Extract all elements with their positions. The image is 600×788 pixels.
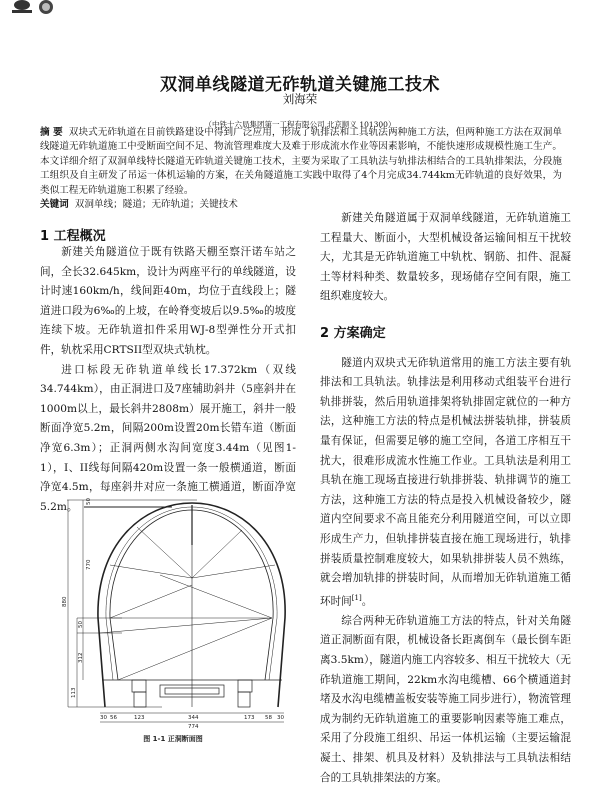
dim-label: 30 — [100, 715, 107, 721]
dim-label: 880 — [62, 596, 68, 607]
right-column — [320, 209, 571, 788]
dim-label: 173 — [244, 715, 255, 721]
abstract — [40, 126, 562, 198]
figure-caption: 图 1-1 正洞断面图 — [143, 735, 203, 743]
paragraph-text: 隧道内双块式无砟轨道常用的施工方法主要有轨排法和工具轨法。轨排法是利用移动式组装平台进行轨排拼装，然后用轨道排架将轨排固定就位的一种方法，这种施工方法的特点是机械法拼装轨排，拼装质量有保证，但需要足够的施工空间，各道工序相互干扰大，很难形成流水性施工作业。工具轨法是利用工具轨在施工现场直接进行轨排拼装、轨排调节的施工方法，这种施工方法的特点是投入机械设备较少，隧道内空间要求不高且能充分利用隧道空间，可以立即形成生产力，但轨排拼装直接在施工现场进行，轨排拼装质量控制难度较大，如果轨排拼装人员不熟练，就会增加轨排的拼装时间，从而增加无砟轨道施工循环时间 — [320, 356, 571, 608]
paragraph: 新建关角隧道位于既有铁路天棚至察汗诺车站之间，全长32.645km，设计为两座平行的单线隧道，设计时速160km/h，线间距40m，均位于直线段上；隧道进口段为6‰的上坡，在岭脊变坡后以9.5‰的坡度连续下坡。无砟轨道扣件采用WJ-8型弹性分开式扣件，轨枕采用CRTSII型双块式轨枕。 — [40, 246, 296, 356]
section-1-heading: 1 工程概况 — [40, 229, 106, 244]
dim-label: 50 — [86, 498, 92, 505]
dim-label: 344 — [188, 715, 199, 721]
radius-lines — [100, 527, 275, 680]
paragraph-end: 。 — [361, 595, 373, 608]
journal-logo — [8, 0, 64, 14]
dim-label: 56 — [110, 715, 117, 721]
dim-label: 770 — [86, 559, 92, 570]
dimension-lines — [68, 500, 284, 722]
abstract-text: 双块式无砟轨道在目前铁路建设中得到广泛应用，形成了轨排法和工具轨法两种施工方法，但两种施工方法在双洞单线隧道无砟轨道施工中受断面空间不足、物流管理难度大及难于形成流水作业等因素影响，不能快速形成规模性施工生产。本文详细介绍了双洞单线特长隧道无砟轨道关键施工技术，主要为采取了工具轨法与轨排法相结合的工具轨排架法，分段施工组织及自主研发了吊运一体机运输的方案，在关角隧道施工实践中取得了4个月完成34.744km无砟轨道的良好效果，为类似工程无砟轨道施工积累了经验。 — [40, 127, 562, 196]
section-2-heading: 2 方案确定 — [320, 325, 386, 341]
author: 刘海荣 — [282, 92, 318, 106]
paragraph: 进口标段无砟轨道单线长17.372km（双线34.744km），由正洞进口及7座辅助斜井（5座斜井在1000m以上，最长斜井2808m）展开施工，斜井一般断面净宽5.2m，间隔200m设置20m长错车道（断面净宽6.3m）；正洞两侧水沟间宽度3.44m（见图1-1），I、II线每间隔420m设置一条一般横通道，断面净宽4.5m，每座斜井对应一条施工横通道，断面净宽5.2m。 — [40, 363, 296, 513]
paper-title: 双洞单线隧道无砟轨道关键施工技术 — [160, 75, 440, 95]
keywords-text: 双洞单线；隧道；无砟轨道；关键技术 — [74, 199, 238, 210]
affiliation: （中铁十六局集团第一工程有限公司 北京顺义 101300） — [204, 120, 396, 129]
section-1-body — [40, 243, 296, 517]
paragraph: 新建关角隧道属于双洞单线隧道，无砟轨道施工工程量大、断面小，大型机械设备运输间相互干扰较大，尤其是无砟轨道施工中轨枕、钢筋、扣件、混凝土等材料种类、数量较多，现场储存空间有限，施工组织难度较大。 — [320, 212, 571, 303]
tunnel-cross-section-figure — [62, 495, 294, 745]
dim-label: 113 — [71, 687, 77, 698]
paragraph — [320, 354, 571, 612]
citation: [1] — [351, 593, 362, 602]
dim-label: 50 — [78, 621, 84, 628]
keywords-label: 关键词 — [40, 199, 69, 210]
dim-label: 58 — [265, 715, 272, 721]
tunnel-outline — [67, 500, 285, 707]
dim-label: 30 — [277, 715, 284, 721]
dim-label: 312 — [78, 652, 84, 663]
dim-total: 774 — [188, 724, 199, 730]
abstract-label: 摘 要 — [40, 127, 63, 138]
dim-label: 123 — [134, 715, 145, 721]
paragraph: 综合两种无砟轨道施工方法的特点，针对关角隧道正洞断面有限，机械设备长距离倒车（最长倒车距离3.5km），隧道内施工内容较多、相互干扰较大（无砟轨道施工期间，22km水沟电缆槽、66个横通道封堵及水沟电缆槽盖板安装等施工同步进行），物流管理成为制约无砟轨道施工的重要影响因素等施工难点，采用了分段施工组织、吊运一体机运输（主要运输混凝土、排架、机具及材料）及轨排法与工具轨法相结合的工具轨排架法的方案。 — [320, 614, 571, 784]
dimension-labels — [62, 498, 284, 743]
